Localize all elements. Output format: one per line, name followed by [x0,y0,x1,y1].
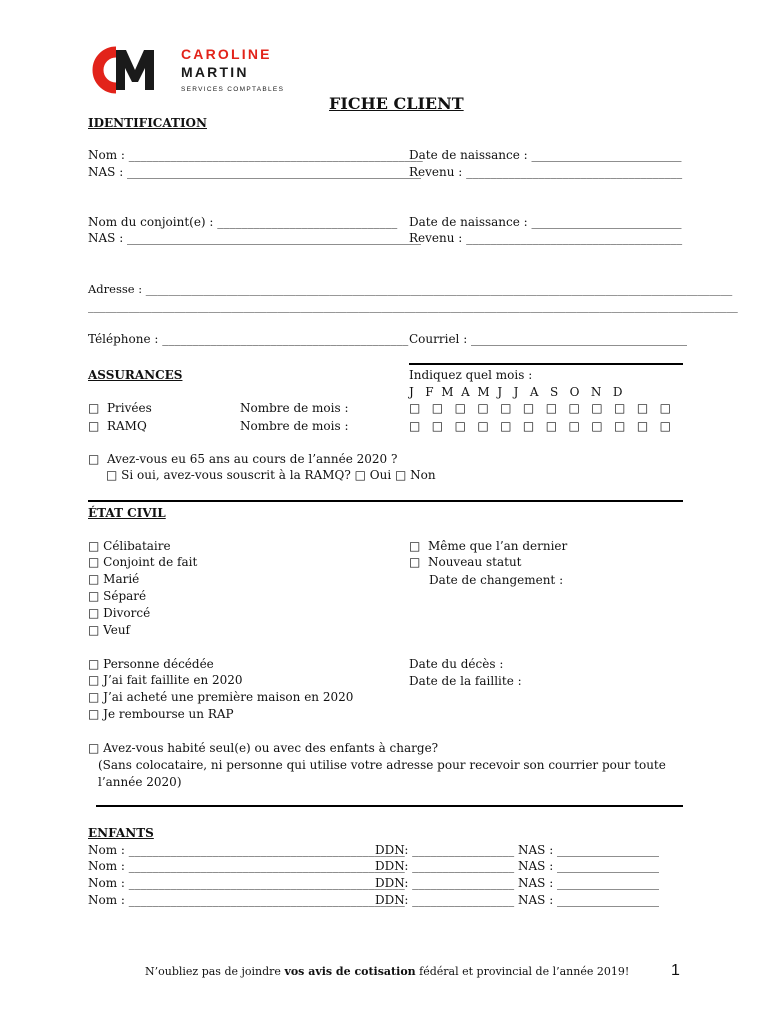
enfant-nas-field[interactable]: NAS : _________________ [518,859,660,873]
logo-m-shape [116,50,154,90]
enfant-nom-field[interactable]: Nom : ______________________________________________ [88,859,405,873]
telephone-field[interactable]: Téléphone : _________________________________________ [88,332,409,346]
event-option[interactable]: □ J’ai fait faillite en 2020 [88,673,243,687]
month-checkboxes-ramq[interactable]: □ □ □ □ □ □ □ □ □ □ □ □ [409,419,671,433]
nas-conjoint-field[interactable]: NAS : _________________________________________________ [88,231,422,245]
page-title: FICHE CLIENT [329,94,464,113]
status-option[interactable]: □ Divorcé [88,606,151,620]
divider-2 [88,500,683,502]
enfant-ddn-field[interactable]: DDN: _________________ [375,876,515,890]
footer-bold: vos avis de cotisation [284,965,416,978]
company-logo [88,44,288,96]
footer-note [145,964,629,979]
adresse-field-line2[interactable]: _________________________________________________________________________________________________________________ [88,299,738,313]
assurances-heading: ASSURANCES [88,368,183,382]
status-option[interactable]: □ Marié [88,572,140,586]
status-option[interactable]: □ Célibataire [88,539,171,553]
conjoint-field[interactable]: Nom du conjoint(e) : ______________________________ [88,215,398,229]
status-option[interactable]: □ Veuf [88,623,130,637]
nombre-mois-privees: Nombre de mois : [240,401,349,415]
etat-civil-heading: ÉTAT CIVIL [88,506,166,520]
privees-checkbox[interactable]: □ Privées [88,401,152,415]
date-naissance-conjoint-field[interactable]: Date de naissance : _________________________ [409,215,682,229]
ramq-checkbox[interactable]: □ RAMQ [88,419,147,433]
nombre-mois-ramq: Nombre de mois : [240,419,349,433]
enfants-heading: ENFANTS [88,826,154,840]
identification-heading: IDENTIFICATION [88,116,207,130]
footer-pre: N’oubliez pas de joindre [145,965,285,978]
enfant-nas-field[interactable]: NAS : _________________ [518,843,660,857]
enfant-ddn-field[interactable]: DDN: _________________ [375,843,515,857]
divider-1 [409,363,683,365]
footer-post: fédéral et provincial de l’année 2019! [415,965,630,978]
date-faillite-label: Date de la faillite : [409,674,522,688]
event-option[interactable]: □ J’ai acheté une première maison en 2020 [88,690,354,704]
status-option[interactable]: □ Séparé [88,589,147,603]
page-number: 1 [671,962,680,979]
enfant-nas-field[interactable]: NAS : _________________ [518,876,660,890]
courriel-field[interactable]: Courriel : ____________________________________ [409,332,688,346]
enfant-ddn-field[interactable]: DDN: _________________ [375,859,515,873]
seul-checkbox[interactable]: □ Avez-vous habité seul(e) ou avec des enfants à charge? [88,741,439,755]
logo-line1: CAROLINE [181,46,272,62]
enfant-nom-field[interactable]: Nom : ______________________________________________ [88,876,405,890]
adresse-field[interactable]: Adresse : ______________________________________________________________________________________________________ [88,282,733,296]
nas-field[interactable]: NAS : _________________________________________________ [88,165,422,179]
status-option[interactable]: □ Conjoint de fait [88,555,198,569]
event-option[interactable]: □ Je rembourse un RAP [88,707,234,721]
enfant-ddn-field[interactable]: DDN: _________________ [375,893,515,907]
date-naissance-field[interactable]: Date de naissance : _________________________ [409,148,682,162]
enfant-nom-field[interactable]: Nom : ______________________________________________ [88,893,405,907]
seul-note-line1: (Sans colocataire, ni personne qui utilise votre adresse pour recevoir son courrier pour toute [98,758,666,772]
logo-c-shape [98,52,116,88]
logo-line3: SERVICES COMPTABLES [181,86,285,93]
enfant-nas-field[interactable]: NAS : _________________ [518,893,660,907]
ramq-subscribe-question[interactable]: □ Si oui, avez-vous souscrit à la RAMQ? □ Oui □ Non [106,468,436,482]
nom-field[interactable]: Nom : _________________________________________________ [88,148,423,162]
divider-3 [96,805,683,807]
revenu-conjoint-field[interactable]: Revenu : ____________________________________ [409,231,683,245]
seul-note-line2: l’année 2020) [98,775,182,789]
date-deces-label: Date du décès : [409,657,504,671]
event-option[interactable]: □ Personne décédée [88,657,214,671]
revenu-field[interactable]: Revenu : ____________________________________ [409,165,683,179]
indiquez-mois-label: Indiquez quel mois : [409,368,533,382]
meme-statut-checkbox[interactable]: □ Même que l’an dernier [409,539,568,553]
months-header: J F M A M J J A S O N D [409,385,623,399]
enfant-nom-field[interactable]: Nom : ______________________________________________ [88,843,405,857]
month-checkboxes-privees[interactable]: □ □ □ □ □ □ □ □ □ □ □ □ [409,401,671,415]
logo-line2: MARTIN [181,64,249,80]
nouveau-statut-checkbox[interactable]: □ Nouveau statut [409,555,522,569]
q65-checkbox[interactable]: □ Avez-vous eu 65 ans au cours de l’année 2020 ? [88,452,398,466]
date-changement-label: Date de changement : [429,573,564,587]
